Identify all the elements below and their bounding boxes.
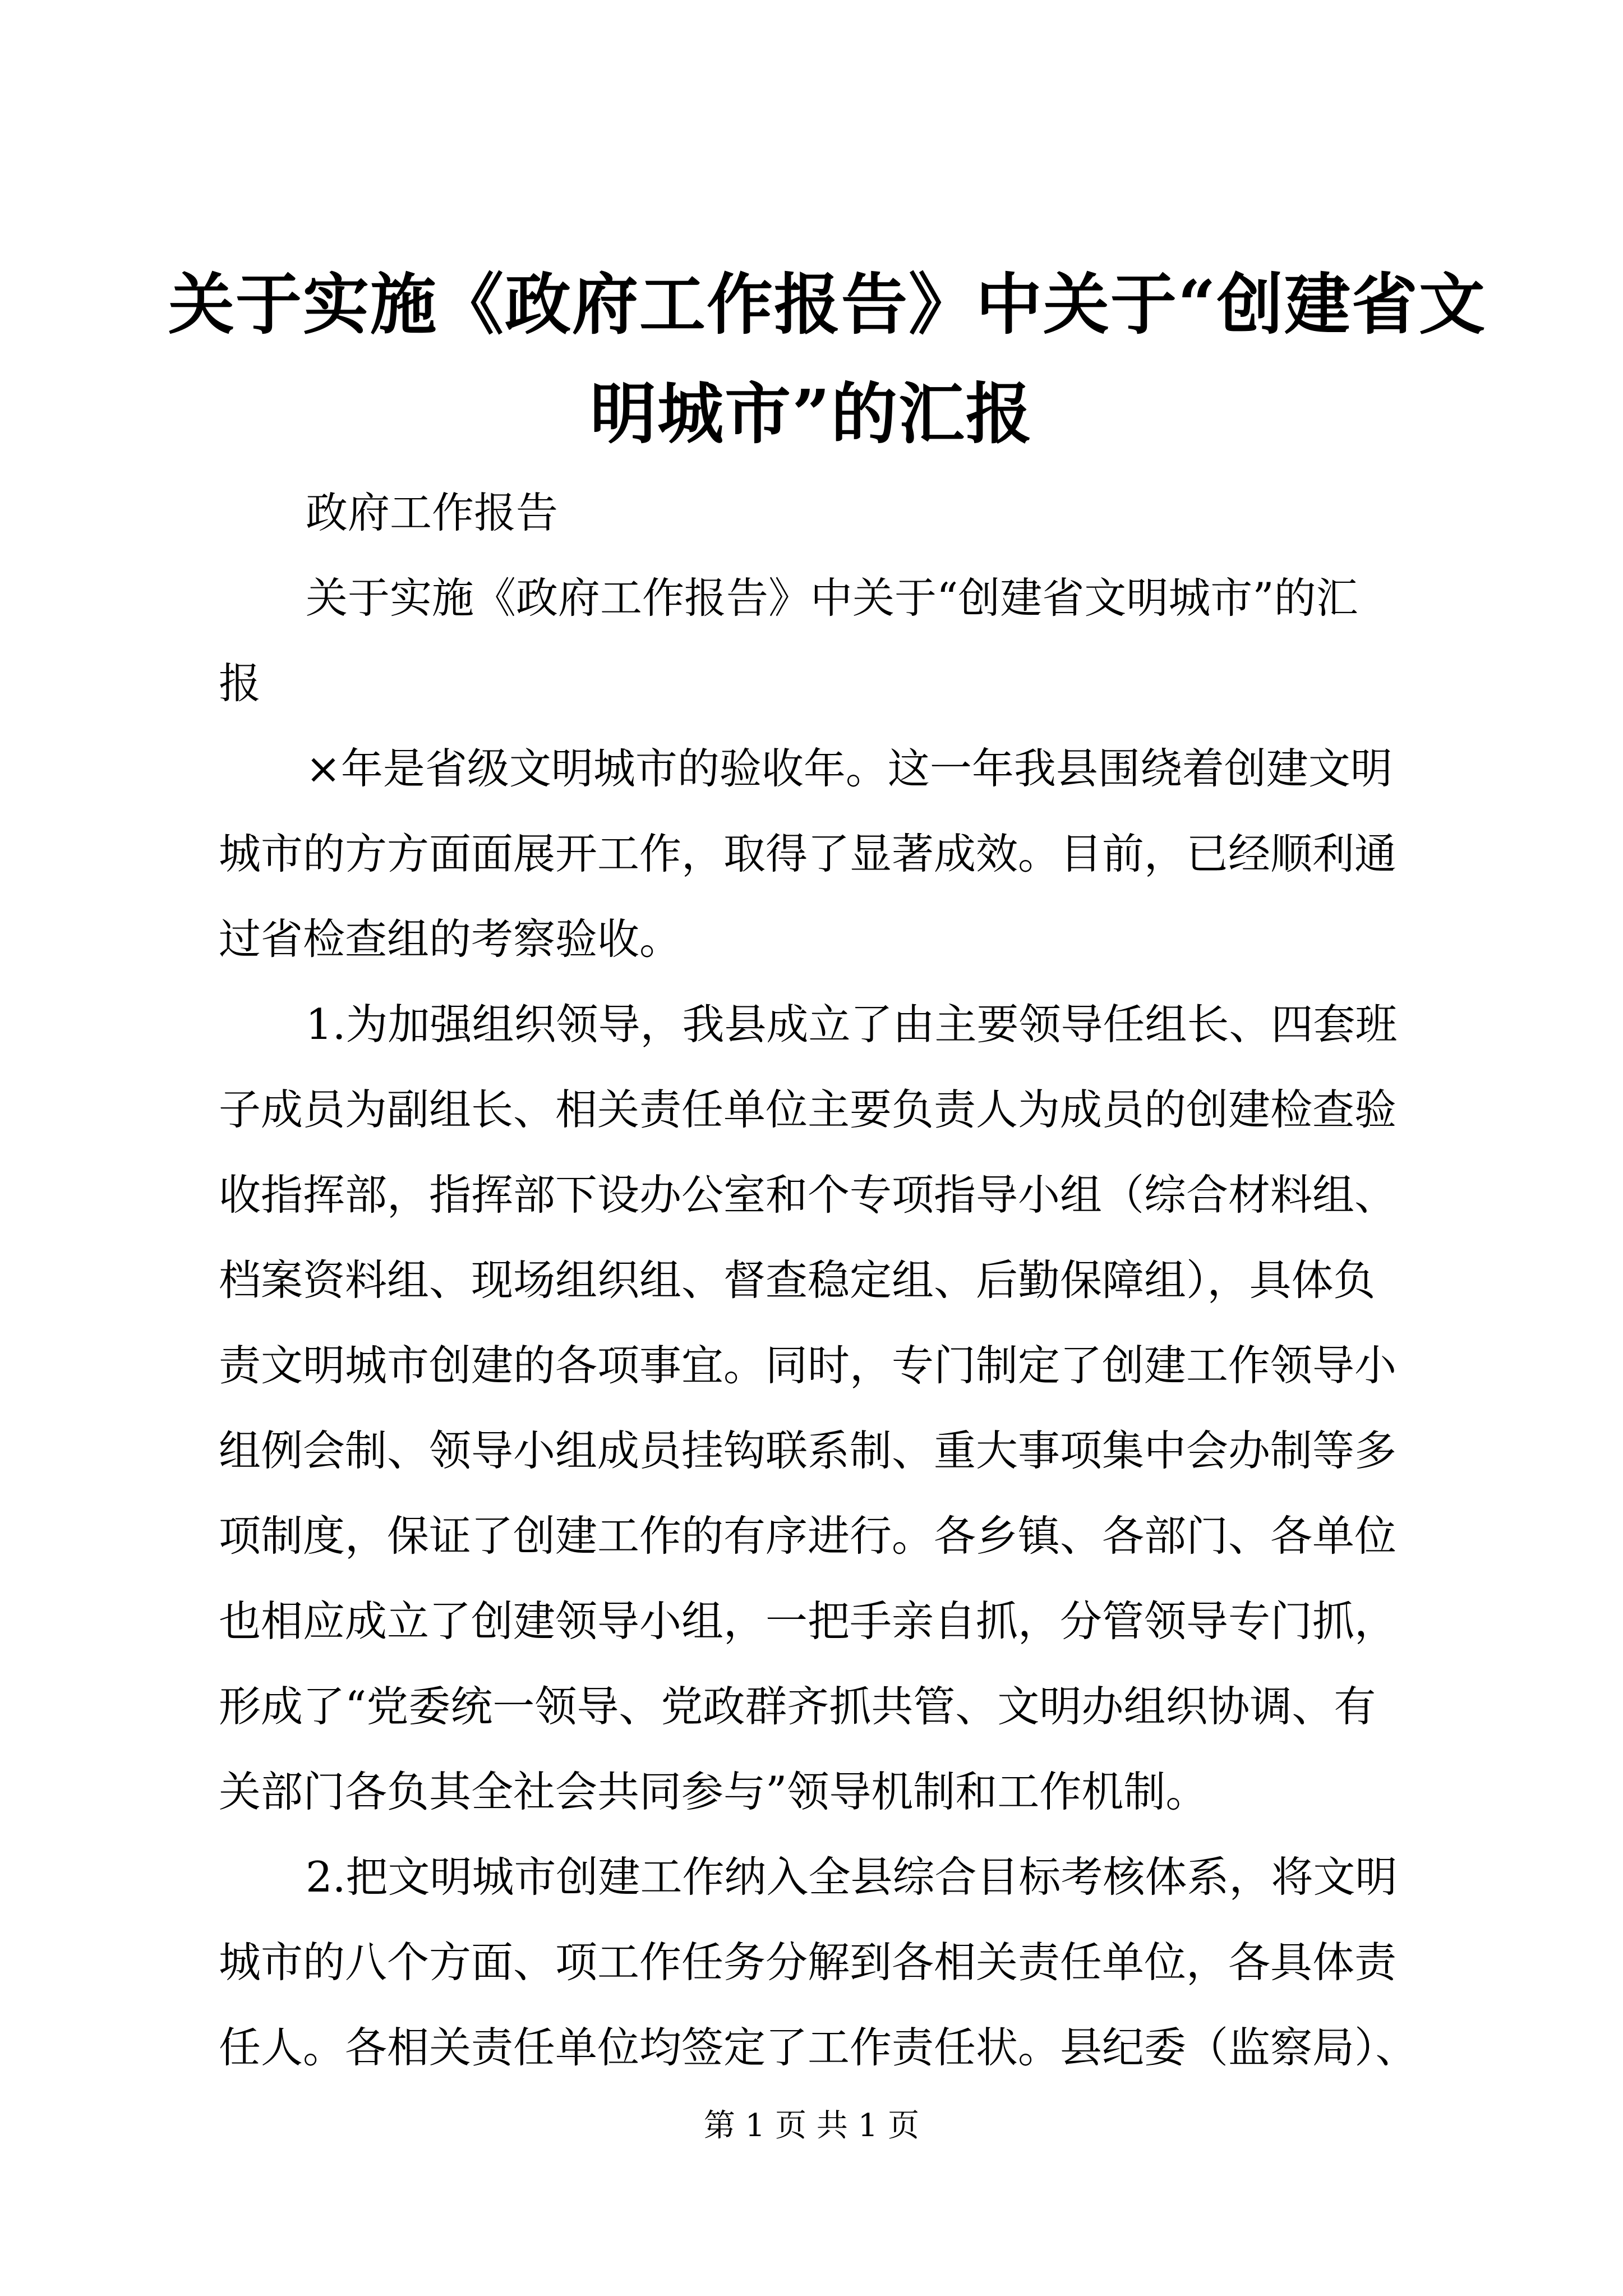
text-line: 也相应成立了创建领导小组，一把手亲自抓，分管领导专门抓， [219, 1596, 1397, 1646]
text-line: ×年是省级文明城市的验收年。这一年我县围绕着创建文明 [306, 744, 1393, 793]
title-line: 关于实施《政府工作报告》中关于“创建省文 [168, 265, 1486, 343]
text-line: 责文明城市创建的各项事宜。同时，专门制定了创建工作领导小 [219, 1341, 1397, 1390]
text-line: 子成员为副组长、相关责任单位主要负责人为成员的创建检查验 [219, 1085, 1397, 1134]
text-line: 城市的八个方面、项工作任务分解到各相关责任单位，各具体责 [219, 1938, 1397, 1987]
text-line: 档案资料组、现场组织组、督查稳定组、后勤保障组），具体负 [219, 1255, 1376, 1305]
text-line: 收指挥部，指挥部下设办公室和个专项指导小组（综合材料组、 [219, 1170, 1397, 1220]
paragraph [219, 982, 1430, 1834]
paragraph [219, 1834, 1430, 2090]
text-line: 1.为加强组织领导，我县成立了由主要领导任组长、四套班 [306, 1000, 1398, 1049]
text-line: 过省检查组的考察验收。 [219, 914, 682, 964]
text-line: 报 [219, 659, 261, 708]
text-line: 关于实施《政府工作报告》中关于“创建省文明城市”的汇 [306, 573, 1358, 623]
text-line: 任人。各相关责任单位均签定了工作责任状。县纪委（监察局）、 [219, 2023, 1418, 2072]
paragraph [219, 555, 1430, 726]
document-title [168, 250, 1486, 468]
text-line: 项制度，保证了创建工作的有序进行。各乡镇、各部门、各单位 [219, 1511, 1397, 1561]
paragraph [219, 470, 1430, 555]
document-body [219, 470, 1430, 2090]
text-line: 组例会制、领导小组成员挂钩联系制、重大事项集中会办制等多 [219, 1426, 1397, 1475]
text-line: 形成了“党委统一领导、党政群齐抓共管、文明办组织协调、有 [219, 1682, 1376, 1731]
title-line: 明城市”的汇报 [590, 375, 1033, 453]
text-line: 城市的方方面面展开工作，取得了显著成效。目前，已经顺利通 [219, 829, 1397, 878]
text-line: 政府工作报告 [306, 488, 559, 537]
paragraph [219, 726, 1430, 982]
text-line: 2.把文明城市创建工作纳入全县综合目标考核体系，将文明 [306, 1852, 1398, 1902]
page-footer: 第 1 页 共 1 页 [703, 2108, 920, 2144]
text-line: 关部门各负其全社会共同参与”领导机制和工作机制。 [219, 1767, 1208, 1816]
